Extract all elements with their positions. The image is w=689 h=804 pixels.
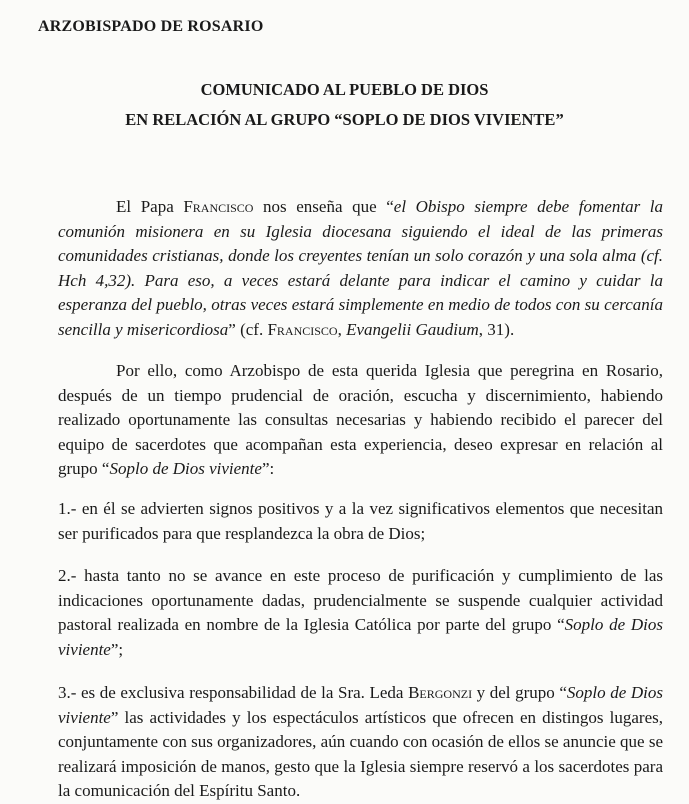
text-run: ”:	[261, 459, 275, 479]
text-run: ” las actividades y los espectáculos artísticos que ofrecen en distingos lugares, conjuntamente con sus organizadores, aún cuando con ocasión de ellos se anuncie que se realizará imposición de manos, gesto que la Iglesia siempre reservó a los sacerdotes para la comunicación del Espíritu Santo.	[58, 707, 663, 801]
text-run: 3.- es de exclusiva responsabilidad de la Sra. Leda	[58, 683, 409, 702]
point-3	[58, 681, 663, 804]
text-run: 2.- hasta tanto no se avance en este proceso de purificación y cumplimiento de las indicaciones oportunamente dadas, prudencialmente se suspende cualquier actividad pastoral realizada en nombre de la Iglesia Católica por parte del grupo “	[58, 566, 663, 635]
document-title-line-1: COMUNICADO AL PUEBLO DE DIOS	[200, 80, 489, 99]
name-francisco-citation: Francisco	[267, 319, 338, 339]
point-1: 1.- en él se advierten signos positivos y a la vez significativos elementos que necesitan ser purificados para que resplandezca la obra de Dios;	[58, 499, 663, 543]
text-run: ,	[337, 319, 347, 339]
point-2	[58, 564, 663, 662]
text-run: El Papa	[116, 197, 184, 216]
group-name-italic: Soplo de Dios viviente	[58, 683, 663, 727]
organization-heading: ARZOBISPADO DE ROSARIO	[38, 18, 264, 35]
text-run: y del grupo “	[472, 683, 567, 702]
quote-italic: el Obispo siempre debe fomentar la comunión misionera en su Iglesia diocesana siguiendo el ideal de las primeras comunidades cristianas, donde los creyentes tenían un solo corazón y una sola alma (cf. Hch 4,32). Para eso, a veces estará delante para indicar el camino y cuidar la esperanza del pueblo, otras veces estará simplemente en medio de todos con su cercanía sencilla y misericordiosa	[58, 197, 663, 339]
text-run: Por ello, como Arzobispo de esta querida Iglesia que peregrina en Rosario, después de un tiempo prudencial de oración, escucha y discernimiento, habiendo realizado oportunamente las consultas necesarias y habiendo recibido el parecer del equipo de sacerdotes que acompañan esta experiencia, deseo expresar en relación al grupo “	[58, 361, 663, 479]
text-run: , 31).	[478, 319, 515, 339]
paragraph-intro	[58, 195, 663, 343]
citation-title: Evangelii Gaudium	[346, 319, 479, 339]
group-name-italic: Soplo de Dios viviente	[58, 615, 663, 659]
text-run: ”;	[110, 639, 124, 659]
text-run: nos enseña que “	[253, 197, 394, 216]
group-name-italic: Soplo de Dios viviente	[109, 459, 262, 479]
paragraph-declaration	[58, 359, 663, 482]
name-bergonzi: Bergonzi	[408, 683, 473, 702]
text-run: ” (cf.	[228, 319, 268, 339]
name-francisco: Francisco	[183, 197, 254, 216]
document-title-line-2: EN RELACIÓN AL GRUPO “SOPLO DE DIOS VIVIENTE”	[125, 110, 564, 129]
